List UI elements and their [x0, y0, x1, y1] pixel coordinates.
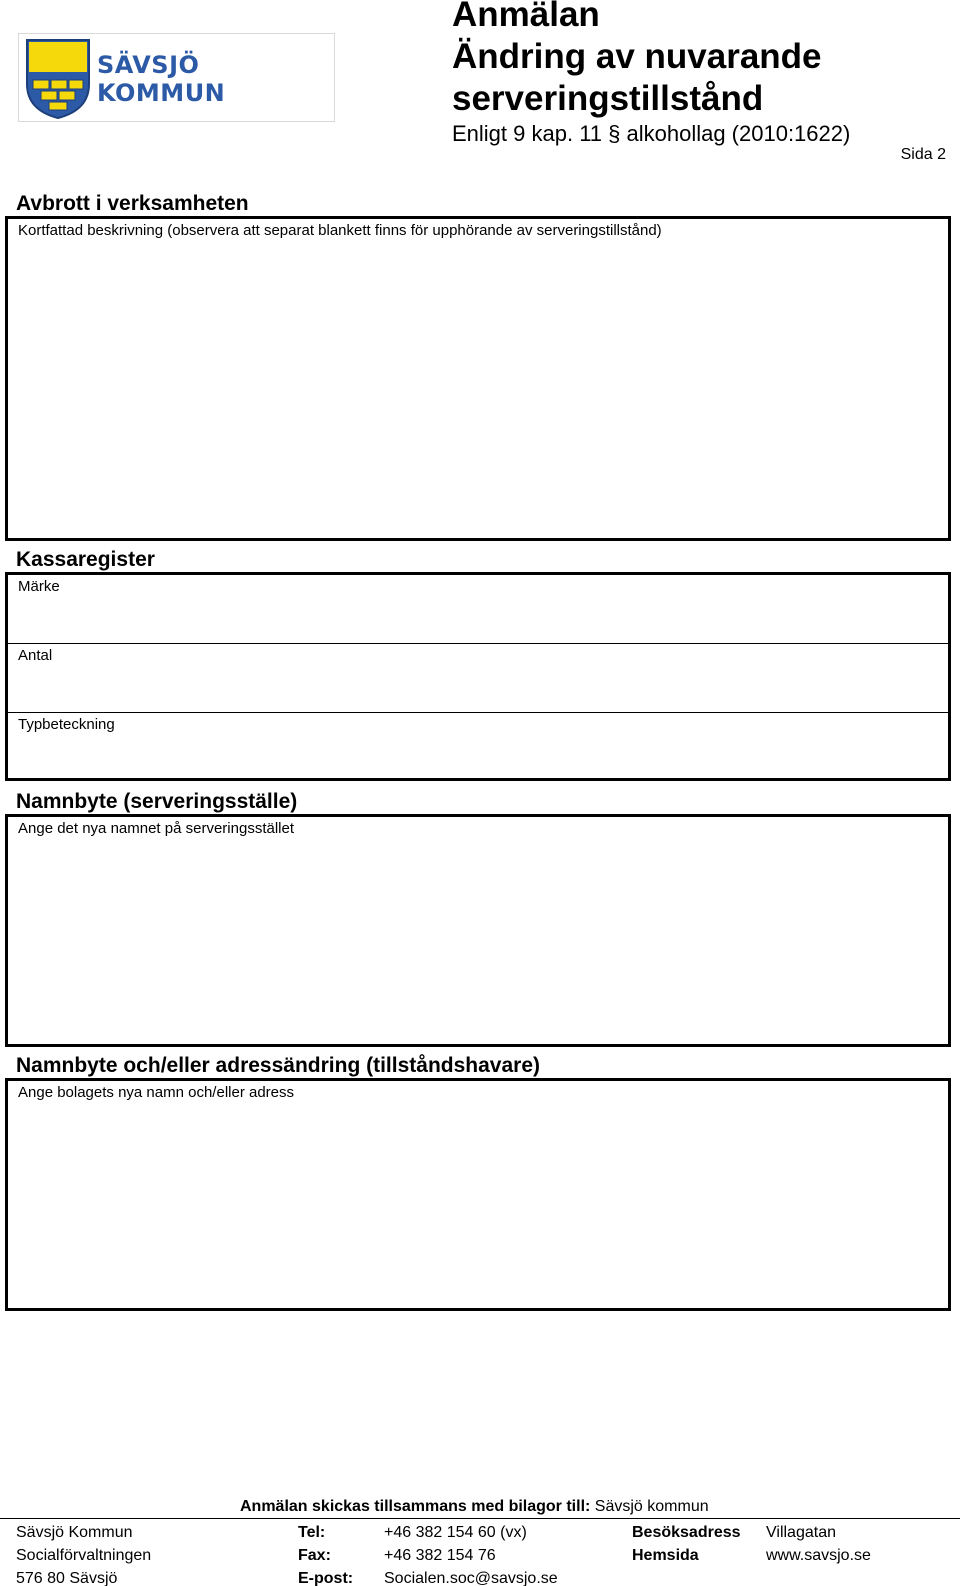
kassa-type-field[interactable] [8, 713, 948, 782]
footer-fax-value: +46 382 154 76 [384, 1547, 496, 1564]
footer-org-address: 576 80 Sävsjö [16, 1570, 118, 1586]
namnbyte-heading: Namnbyte (serveringsställe) [16, 790, 298, 813]
footer-send-recipient: Sävsjö kommun [594, 1498, 709, 1515]
adress-label: Ange bolagets nya namn och/eller adress [18, 1084, 295, 1101]
adress-heading: Namnbyte och/eller adressändring (tillståndshavare) [16, 1054, 540, 1077]
namnbyte-field[interactable] [5, 814, 951, 1047]
footer-web-value[interactable]: www.savsjo.se [766, 1547, 871, 1564]
kassa-brand-field[interactable] [8, 575, 948, 644]
municipality-logo [18, 33, 335, 122]
footer-send-to [240, 1498, 709, 1516]
title-line-3: serveringstillstånd [452, 79, 764, 118]
footer-visit-label: Besöksadress [632, 1524, 741, 1541]
logo-wordmark: SÄVSJÖ KOMMUN [97, 51, 226, 107]
footer-org-dept: Socialförvaltningen [16, 1547, 152, 1564]
footer-divider [0, 1518, 960, 1519]
namnbyte-label: Ange det nya namnet på serveringsstället [18, 820, 294, 837]
footer-tel-label: Tel: [298, 1524, 326, 1541]
avbrott-description-label: Kortfattad beskrivning (observera att separat blankett finns för upphörande av serveringstillstånd) [18, 222, 662, 239]
law-reference: Enligt 9 kap. 11 § alkohollag (2010:1622) [452, 121, 851, 146]
footer-email-label: E-post: [298, 1570, 354, 1586]
kassa-count-field[interactable] [8, 644, 948, 713]
coat-of-arms-icon [23, 36, 93, 120]
kassa-count-label: Antal [18, 647, 53, 664]
adress-field[interactable] [5, 1078, 951, 1311]
footer-web-label: Hemsida [632, 1547, 699, 1564]
title-line-1: Anmälan [452, 0, 600, 34]
footer-send-label: Anmälan skickas tillsammans med bilagor till: [240, 1498, 591, 1515]
kassa-heading: Kassaregister [16, 548, 155, 571]
footer-fax-label: Fax: [298, 1547, 331, 1564]
footer-email-value[interactable]: Socialen.soc@savsjo.se [384, 1570, 558, 1586]
kassa-brand-label: Märke [18, 578, 60, 595]
footer-org-name: Sävsjö Kommun [16, 1524, 133, 1541]
footer-tel-value: +46 382 154 60 (vx) [384, 1524, 527, 1541]
footer-visit-value: Villagatan [766, 1524, 836, 1541]
document-title-block [452, 0, 850, 148]
avbrott-heading: Avbrott i verksamheten [16, 192, 249, 215]
page-number: Sida 2 [900, 146, 946, 163]
avbrott-description-field[interactable] [5, 216, 951, 541]
title-line-2: Ändring av nuvarande [452, 37, 822, 76]
kassa-type-label: Typbeteckning [18, 716, 115, 733]
kassa-fields [5, 572, 951, 781]
